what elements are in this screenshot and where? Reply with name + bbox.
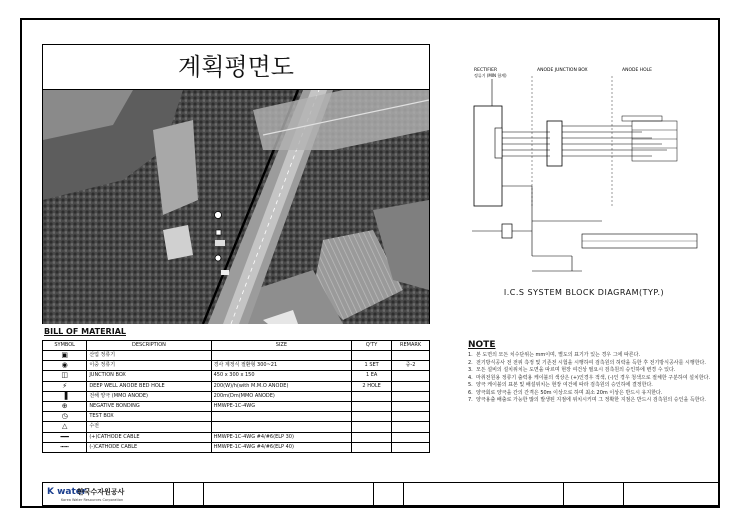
- rectifier-symbol-icon: ▣: [43, 351, 87, 361]
- diagram-sub-label: 정류기 (MIN 함계): [474, 73, 507, 78]
- bom-header-size: SIZE: [211, 341, 352, 351]
- list-item: 5. 양극 케이블의 표본 및 배설위치는 현장 여건에 따라 검측원의 승인하에 결정한다.: [468, 382, 653, 388]
- table-row: [43, 381, 430, 391]
- title-block-cell: [623, 483, 721, 505]
- bom-cell-remark: [392, 422, 430, 432]
- bom-cell-qty: [352, 351, 392, 361]
- bom-cell-qty: [352, 401, 392, 411]
- bom-cell-qty: [352, 422, 392, 432]
- bom-cell-desc: JUNCTION BOX: [87, 371, 211, 381]
- bom-cell-size: [211, 422, 352, 432]
- diagram-label-anode-hole: ANODE HOLE: [622, 68, 653, 73]
- list-item: 6. 양극회로 양극을 간의 간격은 50m 이상으로 하며 최소 20m 이상은 반드시 유지한다.: [468, 389, 663, 396]
- table-row: [43, 371, 430, 381]
- note-text: 본 도면의 모든 치수단위는 mm이며, 별도의 표기가 있는 경우 그에 따른다.: [476, 352, 641, 358]
- note-text: 양극회로 양극을 간의 간격은 50m 이상으로 하며 최소 20m 이상은 반드시 유지한다.: [476, 389, 663, 396]
- bom-cell-qty: 1 SET: [352, 361, 392, 371]
- bom-cell-size: 200(W)/h(with M.M.O ANODE): [211, 381, 352, 391]
- bom-cell-desc: (-)CATHODE CABLE: [87, 442, 211, 452]
- table-row: [43, 391, 430, 401]
- notes-list: [468, 352, 718, 405]
- bom-cell-size: 200m(Dm(MMO ANODE): [211, 391, 352, 401]
- bom-cell-qty: [352, 391, 392, 401]
- bom-cell-qty: 2 HOLE: [352, 381, 392, 391]
- title-block-cell: [203, 483, 373, 505]
- bom-cell-size: [211, 412, 352, 422]
- table-row: [43, 401, 430, 411]
- org-subtitle: Korea Water Resources Corporation: [61, 498, 124, 502]
- bom-cell-remark: [392, 412, 430, 422]
- aerial-photo-image: [43, 90, 429, 324]
- table-row: [43, 361, 430, 371]
- list-item: 3. 모든 설비의 설치위치는 도면을 따르며 현장 여건상 필요시 검측원의 승인하에 변경 수 있다.: [468, 367, 676, 373]
- table-row: [43, 442, 430, 452]
- drawing-sheet: [20, 18, 720, 508]
- bom-header-row: [43, 341, 430, 351]
- mmo-anode-symbol-icon: ▐: [43, 391, 87, 401]
- note-text: 양극 케이블의 표본 및 배설위치는 현장 여건에 따라 검측원의 승인하에 결정한다.: [476, 382, 653, 388]
- bom-cell-qty: [352, 442, 392, 452]
- table-row: [43, 432, 430, 442]
- diagram-label-rectifier: RECTIFIER: [474, 68, 498, 73]
- plan-title: 계획평면도: [43, 45, 429, 90]
- aerial-photo: [43, 90, 429, 324]
- bom-cell-remark: [392, 371, 430, 381]
- bom-cell-desc: NEGATIVE BONDING: [87, 401, 211, 411]
- bom-cell-size: 경사 계정식 절환형 300~21: [211, 361, 352, 371]
- bom-cell-desc: TEST BOX: [87, 412, 211, 422]
- bom-cell-size: HMWPE-1C-4WG: [211, 401, 352, 411]
- bom-cell-qty: [352, 412, 392, 422]
- bom-cell-qty: [352, 432, 392, 442]
- bom-table: [42, 340, 430, 453]
- list-item: 4. 마취전원용 정류기 출력용 케이블의 색상은 (+)인경우 적색, (-)인 경우 청색으로 절체한 구분하여 설치한다.: [468, 374, 711, 381]
- note-text: 마취전원용 정류기 출력용 케이블의 색상은 (+)인경우 적색, (-)인 경우 청색으로 절체한 구분하여 설치한다.: [476, 374, 711, 381]
- positive-cable-symbol-icon: ━━: [43, 432, 87, 442]
- bom-cell-desc: (+)CATHODE CABLE: [87, 432, 211, 442]
- table-row: [43, 422, 430, 432]
- bom-cell-remark: [392, 401, 430, 411]
- title-block-cell: [373, 483, 403, 505]
- title-block-cell: [563, 483, 623, 505]
- bom-cell-desc: 전해 양극 (MMO ANODE): [87, 391, 211, 401]
- title-block-cell: [403, 483, 563, 505]
- kwater-logo-icon: K water: [47, 487, 87, 497]
- negative-bonding-symbol-icon: ⊕: [43, 401, 87, 411]
- negative-cable-symbol-icon: ┅┅: [43, 442, 87, 452]
- bom-cell-size: HMWPE-1C-4WG #4/#6(ELP 30): [211, 432, 352, 442]
- bom-cell-remark: [392, 442, 430, 452]
- anode-bed-symbol-icon: ⚡: [43, 381, 87, 391]
- table-row: [43, 412, 430, 422]
- title-block-cell: [173, 483, 203, 505]
- list-item: 2. 전기방식공사 전 전위 측정 및 기존전 시험을 시행하여 검측원의 허락을 득한 후 전기방식공사를 시행한다.: [468, 359, 706, 366]
- bom-cell-remark: [392, 381, 430, 391]
- bom-header-remark: REMARK: [392, 341, 430, 351]
- note-text: 모든 설비의 설치위치는 도면을 따르며 현장 여건상 필요시 검측원의 승인하에 변경 수 있다.: [476, 367, 676, 373]
- list-item: 1. 본 도면의 모든 치수단위는 mm이며, 별도의 표기가 있는 경우 그에 따른다.: [468, 352, 641, 358]
- bom-cell-size: 450 x 300 x 150: [211, 371, 352, 381]
- bom-cell-remark: [392, 351, 430, 361]
- bom-cell-desc: DEEP WELL ANODE BED HOLE: [87, 381, 211, 391]
- bom-cell-desc: 수전: [87, 422, 211, 432]
- bom-header-qty: Q'TY: [352, 341, 392, 351]
- bom-cell-remark: 중-2: [392, 361, 430, 371]
- org-name: 한국수자원공사: [77, 488, 125, 496]
- diagram-caption: I.C.S SYSTEM BLOCK DIAGRAM(TYP.): [503, 288, 665, 297]
- bom-header-description: DESCRIPTION: [87, 341, 211, 351]
- org-logo: [47, 486, 167, 504]
- block-diagram-drawing: [462, 66, 702, 286]
- title-block: [42, 482, 720, 506]
- list-item: 7. 양극용출 배출로 가능한 많의 발생된 지점에 위치시키며 그 정확한 지점은 반드시 검측원의 승인을 득한다.: [468, 397, 706, 403]
- test-box-symbol-icon: ◷: [43, 412, 87, 422]
- bom-title: BILL OF MATERIAL: [44, 327, 126, 336]
- bom-cell-remark: [392, 391, 430, 401]
- bom-cell-desc: 이중 정류기: [87, 361, 211, 371]
- bom-cell-desc: 산업 정류기: [87, 351, 211, 361]
- bom-cell-size: [211, 351, 352, 361]
- diagram-label-junction: ANODE JUNCTION BOX: [537, 68, 588, 73]
- bom-cell-size: HMWPE-1C-4WG #4/#6(ELP 40): [211, 442, 352, 452]
- junction-box-symbol-icon: ◫: [43, 371, 87, 381]
- notes-title: NOTE: [468, 340, 496, 350]
- bom-cell-qty: 1 EA: [352, 371, 392, 381]
- ics-block-diagram: [462, 66, 702, 316]
- power-receiving-symbol-icon: △: [43, 422, 87, 432]
- bom-header-symbol: SYMBOL: [43, 341, 87, 351]
- plan-view: [42, 44, 430, 324]
- note-text: 전기방식공사 전 전위 측정 및 기존전 시험을 시행하여 검측원의 허락을 득한 후 전기방식공사를 시행한다.: [476, 359, 706, 366]
- table-row: [43, 351, 430, 361]
- bom-cell-remark: [392, 432, 430, 442]
- note-text: 양극용출 배출로 가능한 많의 발생된 지점에 위치시키며 그 정확한 지점은 반드시 검측원의 승인을 득한다.: [476, 397, 706, 403]
- dual-rectifier-symbol-icon: ◉: [43, 361, 87, 371]
